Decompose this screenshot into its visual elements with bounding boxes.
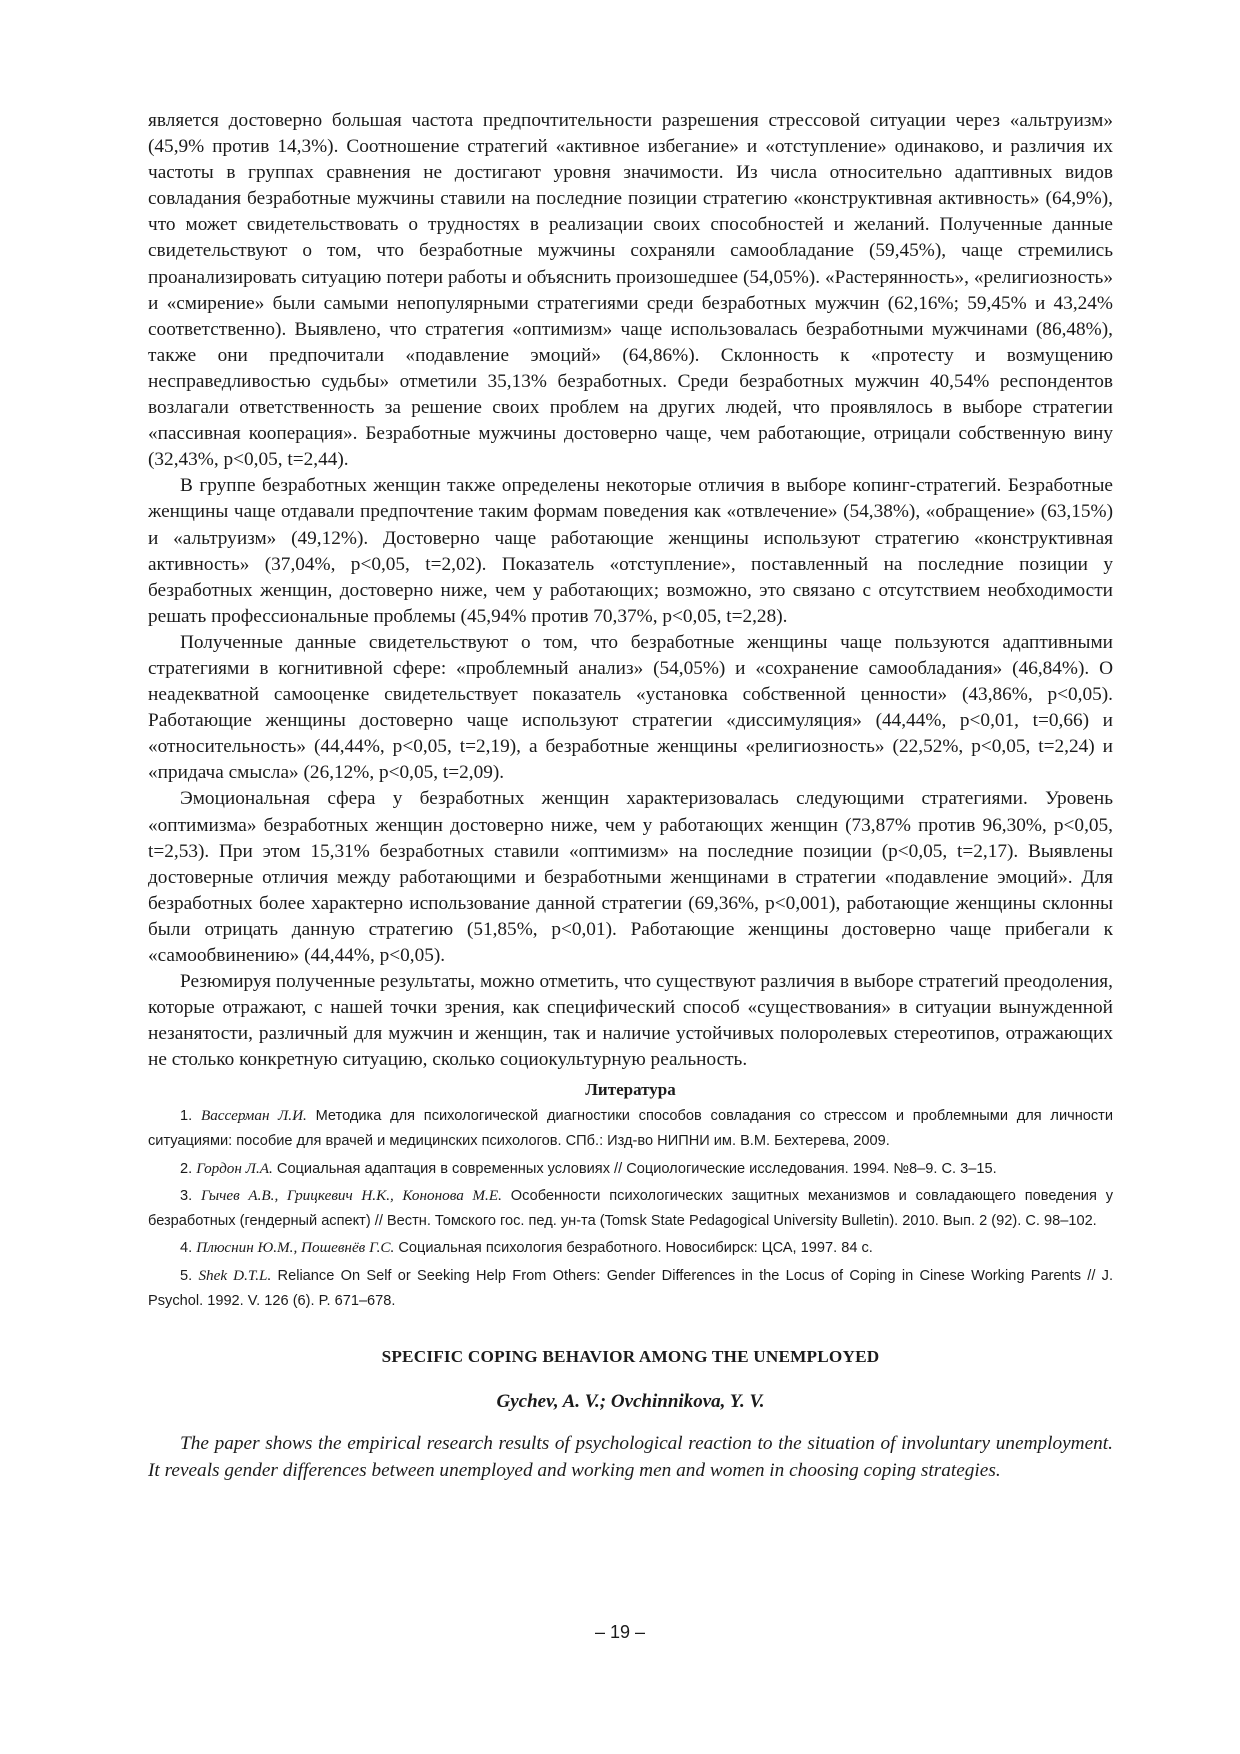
body-paragraph: является достоверно большая частота предпочтительности разрешения стрессовой ситуации через «альтруизм» (45,9% против 14,3%). Соотношение стратегий «активное избегание» и «отступление» одинаково, и различия их частоты в группах сравнения не достигают уровня значимости. Из числа относительно адаптивных видов совладания безработные мужчины ставили на последние позиции стратегию «конструктивная активность» (64,9%), что может свидетельствовать о трудностях в реализации своих способностей и желаний. Полученные данные свидетельствуют о том, что безработные мужчины сохраняли самообладание (59,45%), чаще стремились проанализировать ситуацию потери работы и объяснить произошедшее (54,05%). «Растерянность», «религиозность» и «смирение» были самыми непопулярными стратегиями среди безработных мужчин (62,16%; 59,45% и 43,24% соответственно). Выявлено, что стратегия «оптимизм» чаще использовалась безработными мужчинами (86,48%), также они предпочитали «подавление эмоций» (64,86%). Склонность к «протесту и возмущению несправедливостью судьбы» отметили 35,13% безработных. Среди безработных мужчин 40,54% респондентов возлагали ответственность за решение своих проблем на других людей, что проявлялось в выборе стратегии «пассивная кооперация». Безработные мужчины достоверно чаще, чем работающие, отрицали собственную вину (32,43%, p<0,05, t=2,44).: [148, 110, 1113, 471]
reference-authors: Вассерман Л.И.: [200, 1107, 307, 1125]
body-paragraph: Резюмируя полученные результаты, можно отметить, что существуют различия в выборе стратегий преодоления, которые отражают, с нашей точки зрения, как специфический способ «существования» в ситуации вынужденной незанятости, различный для мужчин и женщин, так и наличие устойчивых полоролевых стереотипов, отражающих не столько конкретную ситуацию, сколько социокультурную реальность.: [148, 971, 1113, 1071]
english-authors: Gychev, A. V.; Ovchinnikova, Y. V.: [496, 1391, 765, 1413]
reference-text: Методика для психологической диагностики способов совладания со стрессом и проблемными для личности ситуациями: пособие для врачей и медицинских психологов. СПб.: Изд-во НИПНИ им. В.М. Бехтерева, 2009.: [148, 1108, 1114, 1150]
reference-text: Reliance On Self or Seeking Help From Others: Gender Differences in the Locus of Coping in Cinese Working Parents // J. Psychol. 1992. V. 126 (6). P. 671–678.: [148, 1268, 1114, 1309]
page-number: – 19 –: [594, 1622, 646, 1642]
reference-number: 3.: [180, 1188, 193, 1205]
reference-authors: Гордон Л.А.: [196, 1159, 273, 1177]
body-paragraph: Полученные данные свидетельствуют о том, что безработные женщины чаще пользуются адаптивными стратегиями в когнитивной сфере: «проблемный анализ» (54,05%) и «сохранение самообладания» (46,84%). О неадекватной самооценке свидетельствует показатель «установка собственной ценности» (43,86%, p<0,05). Работающие женщины достоверно чаще используют стратегии «диссимуляция» (44,44%, p<0,01, t=0,66) и «относительность» (44,44%, p<0,05, t=2,19), а безработные женщины «религиозность» (22,52%, p<0,05, t=2,24) и «придача смысла» (26,12%, p<0,05, t=2,09).: [148, 631, 1113, 784]
page-content: [148, 108, 1113, 1503]
body-paragraph: В группе безработных женщин также определены некоторые отличия в выборе копинг-стратегий. Безработные женщины чаще отдавали предпочтение таким формам поведения как «отвлечение» (54,38%), «обращение» (63,15%) и «альтруизм» (49,12%). Достоверно чаще работающие женщины используют стратегию «конструктивная активность» (37,04%, p<0,05, t=2,02). Показатель «отступление», поставленный на последние позиции у безработных женщин, достоверно ниже, чем у работающих; возможно, это связано с отсутствием необходимости решать профессиональные проблемы (45,94% против 70,37%, p<0,05, t=2,28).: [148, 475, 1113, 627]
reference-text: Социальная психология безработного. Новосибирск: ЦСА, 1997. 84 с.: [398, 1240, 873, 1257]
references-list: [148, 1104, 1113, 1313]
reference-item: [148, 1104, 1113, 1153]
reference-number: 5.: [180, 1268, 193, 1285]
english-abstract: The paper shows the empirical research results of psychological reaction to the situation of involuntary unemployment. It reveals gender differences between unemployed and working men and women in choosing coping strategies.: [148, 1433, 1113, 1481]
reference-number: 2.: [180, 1160, 193, 1177]
reference-item: [148, 1157, 1113, 1182]
reference-authors: Плюснин Ю.М., Пошевнёв Г.С.: [196, 1239, 395, 1257]
reference-authors: Гычев А.В., Грицкевич Н.К., Кононова М.Е.: [201, 1187, 502, 1205]
english-title: SPECIFIC COPING BEHAVIOR AMONG THE UNEMPLOYED: [381, 1347, 880, 1367]
body-paragraph: Эмоциональная сфера у безработных женщин характеризовалась следующими стратегиями. Уровень «оптимизма» безработных женщин достоверно ниже, чем у работающих женщин (73,87% против 96,30%, p<0,05, t=2,53). При этом 15,31% безработных ставили «оптимизм» на последние позиции (p<0,05, t=2,17). Выявлены достоверные отличия между работающими и безработными женщинами в стратегии «подавление эмоций». Для безработных более характерно использование данной стратегии (69,36%, p<0,001), работающие женщины склонны были отрицать данную стратегию (51,85%, p<0,01). Работающие женщины достоверно чаще прибегали к «самообвинению» (44,44%, p<0,05).: [148, 788, 1113, 966]
reference-item: [148, 1184, 1113, 1233]
reference-authors: Shek D.T.L.: [198, 1267, 272, 1285]
reference-text: Социальная адаптация в современных условиях // Социологические исследования. 1994. №8–9. С. 3–15.: [276, 1160, 997, 1177]
references-heading: Литература: [585, 1080, 676, 1100]
reference-number: 1.: [180, 1108, 193, 1125]
reference-item: [148, 1264, 1113, 1313]
reference-text: Особенности психологических защитных механизмов и совладающего поведения у безработных (гендерный аспект) // Вестн. Томского гос. пед. ун-та (Tomsk State Pedagogical University Bulletin). 2010. Вып. 2 (92). С. 98–102.: [148, 1188, 1114, 1229]
reference-number: 4.: [180, 1240, 193, 1257]
reference-item: [148, 1236, 1113, 1261]
